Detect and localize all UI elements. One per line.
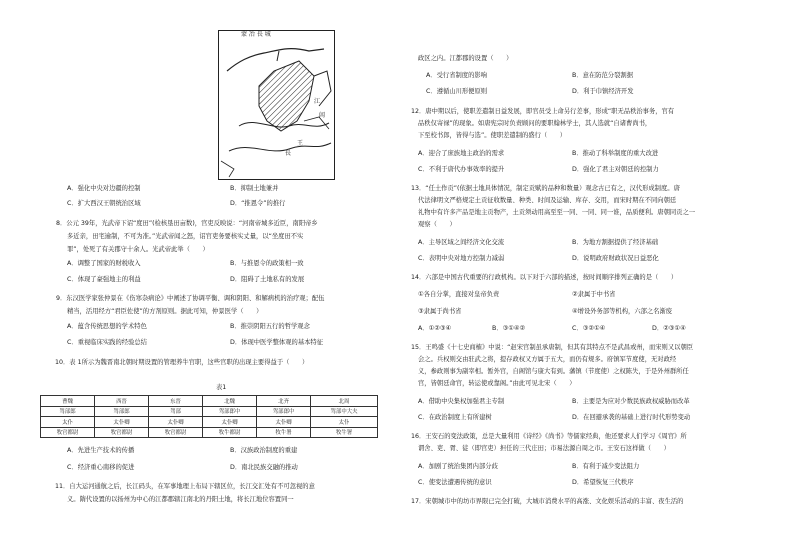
map-label: 蒙 冶 長 城 [241,31,271,38]
q15-option-c[interactable]: C．在政治制度上有所建树 [418,414,492,421]
q8-text: 多近亲，田宅逾制，不可为准。”光武帝闻之怒，诏官吏务要核实丈量，以“坐度田不实 [67,233,304,240]
table-cell: 牧官都尉 [41,427,95,438]
q16-option-c[interactable]: C．使变法遭遇传统的意识 [418,479,492,486]
q12-text: 下至校书郎，皆得与选”。使职差遣制的盛行（ ） [418,132,567,139]
table-cell: 太仆 [41,417,95,428]
table-cell: 驾部中大夫 [311,406,378,417]
q16-text: 16．王安石的变法政策，总是大量利用《诗经》《尚书》等儒家经典，他还要求人们学习《周官》所 [411,433,687,440]
q14-text: 14．六部是中国古代重要的行政机构。以下对于六部的描述，按时间顺序排列正确的是（ ） [411,274,678,281]
table-cell: 牧官都尉 [95,427,149,438]
q15-text: 会之。兵权则交由驻武之将，提存政权又方属于五大，而仍有规多。府镇军节度使，无对政经 [418,356,677,363]
q14-option-c[interactable]: C．③②①④ [572,325,606,332]
q10-option-b[interactable]: B．汉族政治制度的重建 [230,447,298,454]
q15-text: 官，皆朝廷命官，转运使或靠阁。”由此可见北宋（ ） [418,380,576,387]
q16-option-b[interactable]: B．有利于减少变法阻力 [572,463,640,470]
q7-option-d[interactable]: D．“推恩令”的推行 [230,200,286,207]
q9-option-b[interactable]: B．推崇阴阳五行的哲学观念 [230,323,310,330]
table-header-row [41,396,378,407]
q11-option-b[interactable]: B．意在防范分裂割据 [572,72,633,79]
q11-option-c[interactable]: C．遵循山川形便原则 [426,88,488,95]
table-cell: 牧牛署 [257,427,311,438]
q15-option-d[interactable]: D．在回避承袭的基础上进行时代形势变动 [572,414,691,421]
q13-text: 13．“任土作贡”(依据土地具体情况，制定贡赋的品种和数量）观念古已有之，汉代形成制度。唐 [411,185,680,192]
q14-item-4: ④增设外务部等机构，六部之名渐废 [572,308,673,315]
q14-item-2: ②隶属于中书省 [572,291,616,298]
q11-option-d[interactable]: D．利于巾镇经济开发 [572,88,634,95]
q12-option-a[interactable]: A．迎合了庶族地主政治的需求 [418,150,505,157]
q7-option-b[interactable]: B．抑制土地兼并 [230,185,279,192]
q16-option-a[interactable]: A．加剧了统治集团内部分歧 [418,463,498,470]
q13-option-a[interactable]: A．主导区域之间经济文化交流 [418,239,505,246]
q16-option-d[interactable]: D．希望恢复三代秩序 [572,479,634,486]
q14-item-1: ①各自分掌，直接对皇帝负责 [418,291,500,298]
table-row [41,427,378,438]
table-header-cell: 西晋 [95,396,149,407]
q14-option-b[interactable]: B．③①④② [492,325,526,332]
q9-option-c[interactable]: C．重视临床实践的经验总结 [67,339,147,346]
q15-option-a[interactable]: A．借助中央集权加强君主专制 [418,398,505,405]
q16-text: 谓舍、吏、胥、徒（即官吏）担任的三代庄田；市易法源自周之市。王安石这样做（ ） [418,445,670,452]
table-cell: 牧牛署 [311,427,378,438]
q12-text: 12．唐中期以后，使职差遣制日益发展，即官员受上命另行差事，形成“职无品秩治事务，官有 [411,108,675,115]
q12-option-b[interactable]: B．推动了科举制度的重大改进 [572,150,659,157]
table-cell: 驾部郎中 [203,406,257,417]
q8-option-a[interactable]: A．调整了国家的财税收入 [67,260,141,267]
table-cell: 太仆卿 [203,417,257,428]
q7-option-a[interactable]: A．强化中央对边疆的控制 [67,185,141,192]
table-cell: 驾部郎中 [257,406,311,417]
table-cell: 牧官都尉 [149,427,203,438]
map-label: 長 [285,150,292,157]
table-header-cell: 曹魏 [41,396,95,407]
q8-text: 罪”，处死了有关郡守十余人。光武帝此举（ ） [67,246,209,253]
table-cell: 太仆卿 [95,417,149,428]
q8-text: 8．公元 39年，光武帝下诏“度田”(检核垦田亩数)，官吏反映说：“河南帝城多近臣，南阳帝乡 [56,220,318,227]
q11-text: 政区之内。江都郡的设置（ ） [418,55,513,62]
historical-map [218,30,335,180]
table-row [41,406,378,417]
map-label: 王 [297,140,304,147]
q10-text: 10．表 1所示为魏晋南北朝时期设置的管理养牛官职，这些官职的出现主要得益于（ ） [55,359,309,366]
q15-text: 义，参政则事为副宰相。暂外官，自阁馆与康大有到。藩镇（节度使）之权陈失，于是外州群所任 [418,368,689,375]
q13-option-c[interactable]: C．表明中央对地方控制力减弱 [418,255,505,262]
q11-text: 义。隋代设置的以扬州为中心的江都郡辖江南北的丹阳土地，将长江地位容置同一 [67,496,294,503]
table-header-cell: 东晋 [149,396,203,407]
table-header-cell: 北周 [311,396,378,407]
q12-option-d[interactable]: D．强化了君主对朝廷的控制力 [572,166,659,173]
q15-option-b[interactable]: B．主要是为应对少数民族政权威胁而改革 [572,398,690,405]
map-label: 江 [314,98,321,105]
q9-text: 9．东汉医学家张仲景在《伤寒杂病论》中阐述了协调平衡、调和阴阳、和解病机的治疗观；配伍 [56,295,325,302]
table-cell: 牧牛都尉 [203,427,257,438]
q13-option-b[interactable]: B．为地方割据提供了经济基础 [572,239,659,246]
q14-option-a[interactable]: A．①②③④ [418,325,452,332]
table-cell: 驾部 [149,406,203,417]
q10-option-c[interactable]: C．经济重心南移的促进 [67,464,135,471]
q10-option-a[interactable]: A．先进生产技术的传播 [67,447,135,454]
q14-item-3: ③隶属于尚书省 [418,308,462,315]
q8-option-d[interactable]: D．阻碍了土地私有的发展 [230,276,305,283]
q9-option-d[interactable]: D．体现中医学整体观的基本特征 [230,339,324,346]
official-titles-table [40,395,378,438]
q9-text: 精当，活用经方“君臣佐使”的方剂原则。据此可知，仲景医学（ ） [67,308,263,315]
q14-option-d[interactable]: D．②③①④ [652,325,686,332]
q13-text: 观察（ ） [418,221,456,228]
q7-option-c[interactable]: C．扩大西汉王朝统治区域 [67,200,141,207]
map-label: 闾 [319,112,326,119]
q13-text: 代法律明文严格规定土贡征收数量、种类、时间及运输、库存、交用，而宋时期在不同向朝廷 [418,197,677,204]
q15-text: 15．王鸣盛《十七史商榷》中说：“赵宋官制虽承唐制，但其有其特点不是武昌或州，而宋则又以朝臣 [411,344,694,351]
q13-option-d[interactable]: D．说明政府财政状况日益恶化 [572,255,659,262]
table-cell: 太仆卿 [149,417,203,428]
q12-text: 品秩仅寄禄”的现象。如唐宪宗时负责顾问的要职翰林学士，其人选就“自诸曹尚书， [418,120,652,127]
table-header-cell: 北齐 [257,396,311,407]
q11-text: 11．自大运河通航之后，长江码头，在军事地理上布局下辖区位，长江交汇处有不可忽视的意 [55,483,315,490]
table-cell: 驾部郎 [95,406,149,417]
table-header-cell: 北魏 [203,396,257,407]
table-cell: 太仆 [311,417,378,428]
q12-option-c[interactable]: C．不利于唐代办事效率的提升 [418,166,505,173]
table-cell: 太仆卿 [257,417,311,428]
table-row [41,417,378,428]
table-cell: 驾部郎 [41,406,95,417]
q17-text: 17．宋朝城市中的坊市界限已完全打破，大城市消费水平的高涨、文化娱乐活动的丰富、夜生活的 [411,498,684,505]
q11-option-a[interactable]: A．受行省制度的影响 [426,72,487,79]
q8-option-b[interactable]: B．与推恩令的政策相一致 [230,260,304,267]
table-caption: 表1 [216,384,227,391]
q9-option-a[interactable]: A．蕴含传统思想的学术特色 [67,323,147,330]
q10-option-d[interactable]: D．南北民族交融的推动 [230,464,298,471]
q13-text: 礼物中有许多产品是地主贡物产，土贡须动用高至至一同、一同、同一谁，品质便利。唐朝同贡之一 [418,209,696,216]
q8-option-c[interactable]: C．体现了豪强地主的利益 [67,276,141,283]
